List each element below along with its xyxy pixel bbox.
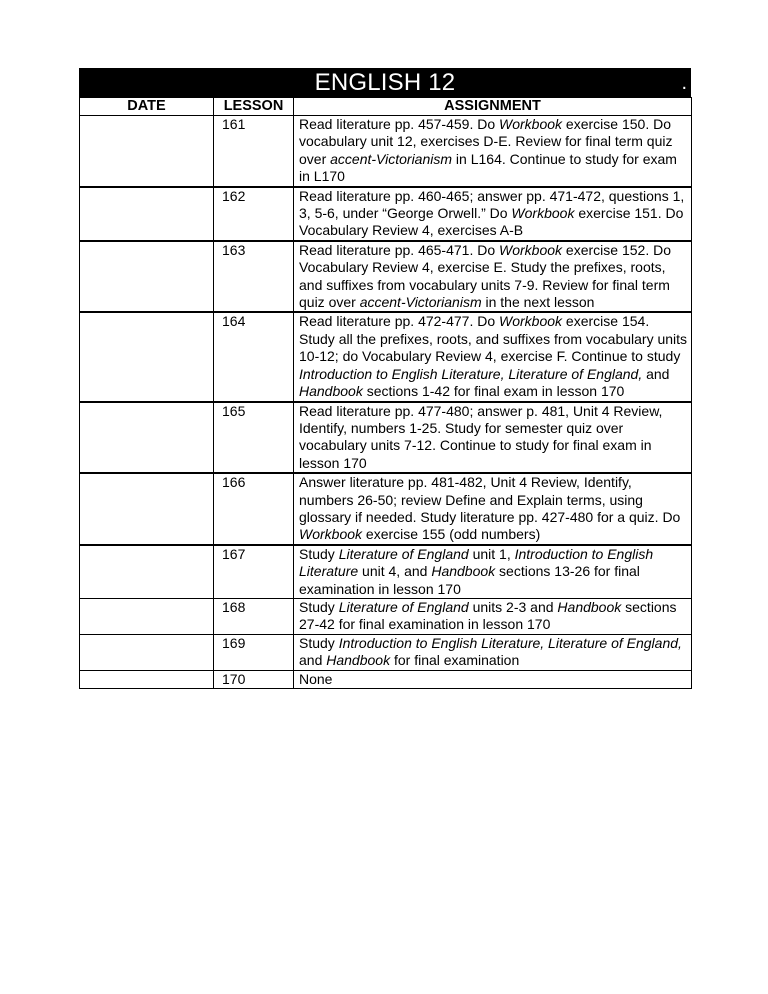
page-title: ENGLISH 12 xyxy=(314,69,456,96)
date-cell[interactable] xyxy=(80,402,214,474)
assignment-title-text: Handbook xyxy=(431,563,496,580)
table-row xyxy=(80,598,692,634)
lesson-number: 164 xyxy=(214,312,294,401)
lesson-number: 163 xyxy=(214,241,294,313)
assignment-text: exercise 151. Do Vocabulary Review 4, exercises A-B xyxy=(299,205,684,239)
table-row xyxy=(80,545,692,599)
assignment-text: Read literature pp. 465-471. Do xyxy=(299,241,500,258)
lesson-number: 166 xyxy=(214,473,294,545)
assignment-text: Study xyxy=(299,634,339,651)
table-row xyxy=(80,241,692,313)
assignment-title-text: Introduction to English Literature, Literature of England, xyxy=(299,365,643,382)
assignment-title-text: accent-Victorianism xyxy=(330,150,453,167)
assignment-cell xyxy=(294,312,692,401)
assignment-title-text: Introduction to English Literature xyxy=(299,545,654,580)
assignment-title-text: Literature of England xyxy=(338,545,469,562)
table-row xyxy=(80,116,692,187)
assignment-text: sections 27-42 for final examination in lesson 170 xyxy=(299,598,677,633)
lesson-number: 167 xyxy=(214,545,294,599)
assignment-text: Read literature pp. 460-465; answer pp. 471-472, questions 1, 3, 5-6, under “George Orwell.” Do xyxy=(299,187,685,222)
assignment-sheet xyxy=(79,68,691,689)
assignment-title-text: Handbook xyxy=(299,383,363,400)
assignment-title-text: Literature of England xyxy=(338,598,469,615)
lesson-table xyxy=(79,97,692,689)
assignment-text: and xyxy=(299,652,327,669)
assignment-text: unit 4, and xyxy=(358,563,432,580)
assignment-text: Read literature pp. 472-477. Do xyxy=(299,313,500,330)
assignment-cell xyxy=(294,545,692,599)
lesson-number: 161 xyxy=(214,116,294,187)
table-row xyxy=(80,473,692,545)
title-bar xyxy=(79,68,691,97)
date-cell[interactable] xyxy=(80,473,214,545)
assignment-text: unit 1, xyxy=(468,545,515,562)
assignment-text: and xyxy=(642,365,670,382)
lesson-number: 169 xyxy=(214,634,294,670)
date-cell[interactable] xyxy=(80,116,214,187)
table-row xyxy=(80,402,692,474)
assignment-text: Study xyxy=(299,598,339,615)
date-cell[interactable] xyxy=(80,545,214,599)
table-body xyxy=(80,116,692,689)
assignment-text: exercise 150. Do vocabulary unit 12, exercises D-E. Review for final term quiz over xyxy=(299,116,673,167)
assignment-cell xyxy=(294,473,692,545)
date-cell[interactable] xyxy=(80,634,214,670)
assignment-cell xyxy=(294,598,692,634)
assignment-title-text: Workbook xyxy=(511,205,575,222)
assignment-cell xyxy=(294,634,692,670)
table-row xyxy=(80,187,692,241)
assignment-cell xyxy=(294,187,692,241)
lesson-number: 162 xyxy=(214,187,294,241)
assignment-text: Study xyxy=(299,545,339,562)
table-row xyxy=(80,670,692,688)
assignment-text: exercise 155 (odd numbers) xyxy=(362,526,541,543)
date-cell[interactable] xyxy=(80,670,214,688)
table-row xyxy=(80,634,692,670)
assignment-text: None xyxy=(299,670,333,687)
assignment-text: exercise 154. Study all the prefixes, roots, and suffixes from vocabulary units 10-12; do Vocabulary Review 4, exercise F. Continue to study xyxy=(299,313,688,365)
assignment-text: Read literature pp. 457-459. Do xyxy=(299,116,500,132)
assignment-text: Answer literature pp. 481-482, Unit 4 Review, Identify, numbers 26-50; review Define and Explain terms, using glossary if needed. Study literature pp. 427-480 for a quiz. Do xyxy=(299,474,681,525)
assignment-title-text: Workbook xyxy=(299,526,363,543)
title-mark: . xyxy=(681,72,687,94)
assignment-text: sections 1-42 for final exam in lesson 170 xyxy=(362,383,625,400)
assignment-text: in the next lesson xyxy=(481,294,595,311)
lesson-number: 168 xyxy=(214,598,294,634)
table-row xyxy=(80,312,692,401)
assignment-cell xyxy=(294,241,692,313)
assignment-text: sections 13-26 for final examination in lesson 170 xyxy=(299,563,640,597)
assignment-title-text: accent-Victorianism xyxy=(359,294,482,311)
assignment-title-text: Handbook xyxy=(557,598,622,615)
date-cell[interactable] xyxy=(80,312,214,401)
lesson-number: 170 xyxy=(214,670,294,688)
date-header: DATE xyxy=(80,98,214,116)
assignment-title-text: Handbook xyxy=(326,652,391,669)
assignment-title-text: Workbook xyxy=(499,116,563,132)
assignment-text: Read literature pp. 477-480; answer p. 481, Unit 4 Review, Identify, numbers 1-25. Study for semester quiz over vocabulary units 7-12. Continue to study for final exam in lesson 170 xyxy=(299,402,663,471)
date-cell[interactable] xyxy=(80,187,214,241)
assignment-cell xyxy=(294,670,692,688)
assignment-text: for final examination xyxy=(390,652,520,669)
assignment-text: in L164. Continue to study for exam in L170 xyxy=(299,150,677,185)
lesson-number: 165 xyxy=(214,402,294,474)
assignment-title-text: Workbook xyxy=(499,313,563,330)
assignment-text: exercise 152. Do Vocabulary Review 4, exercise E. Study the prefixes, roots, and suffixes from vocabulary units 7-9. Review for final term quiz over xyxy=(299,241,671,311)
assignment-title-text: Introduction to English Literature, Literature of England, xyxy=(338,634,682,651)
assignment-header: ASSIGNMENT xyxy=(294,98,692,116)
date-cell[interactable] xyxy=(80,241,214,313)
header-row xyxy=(80,98,692,116)
assignment-title-text: Workbook xyxy=(499,241,563,258)
date-cell[interactable] xyxy=(80,598,214,634)
assignment-cell xyxy=(294,116,692,187)
lesson-header: LESSON xyxy=(214,98,294,116)
assignment-cell xyxy=(294,402,692,474)
assignment-text: units 2-3 and xyxy=(468,598,558,615)
